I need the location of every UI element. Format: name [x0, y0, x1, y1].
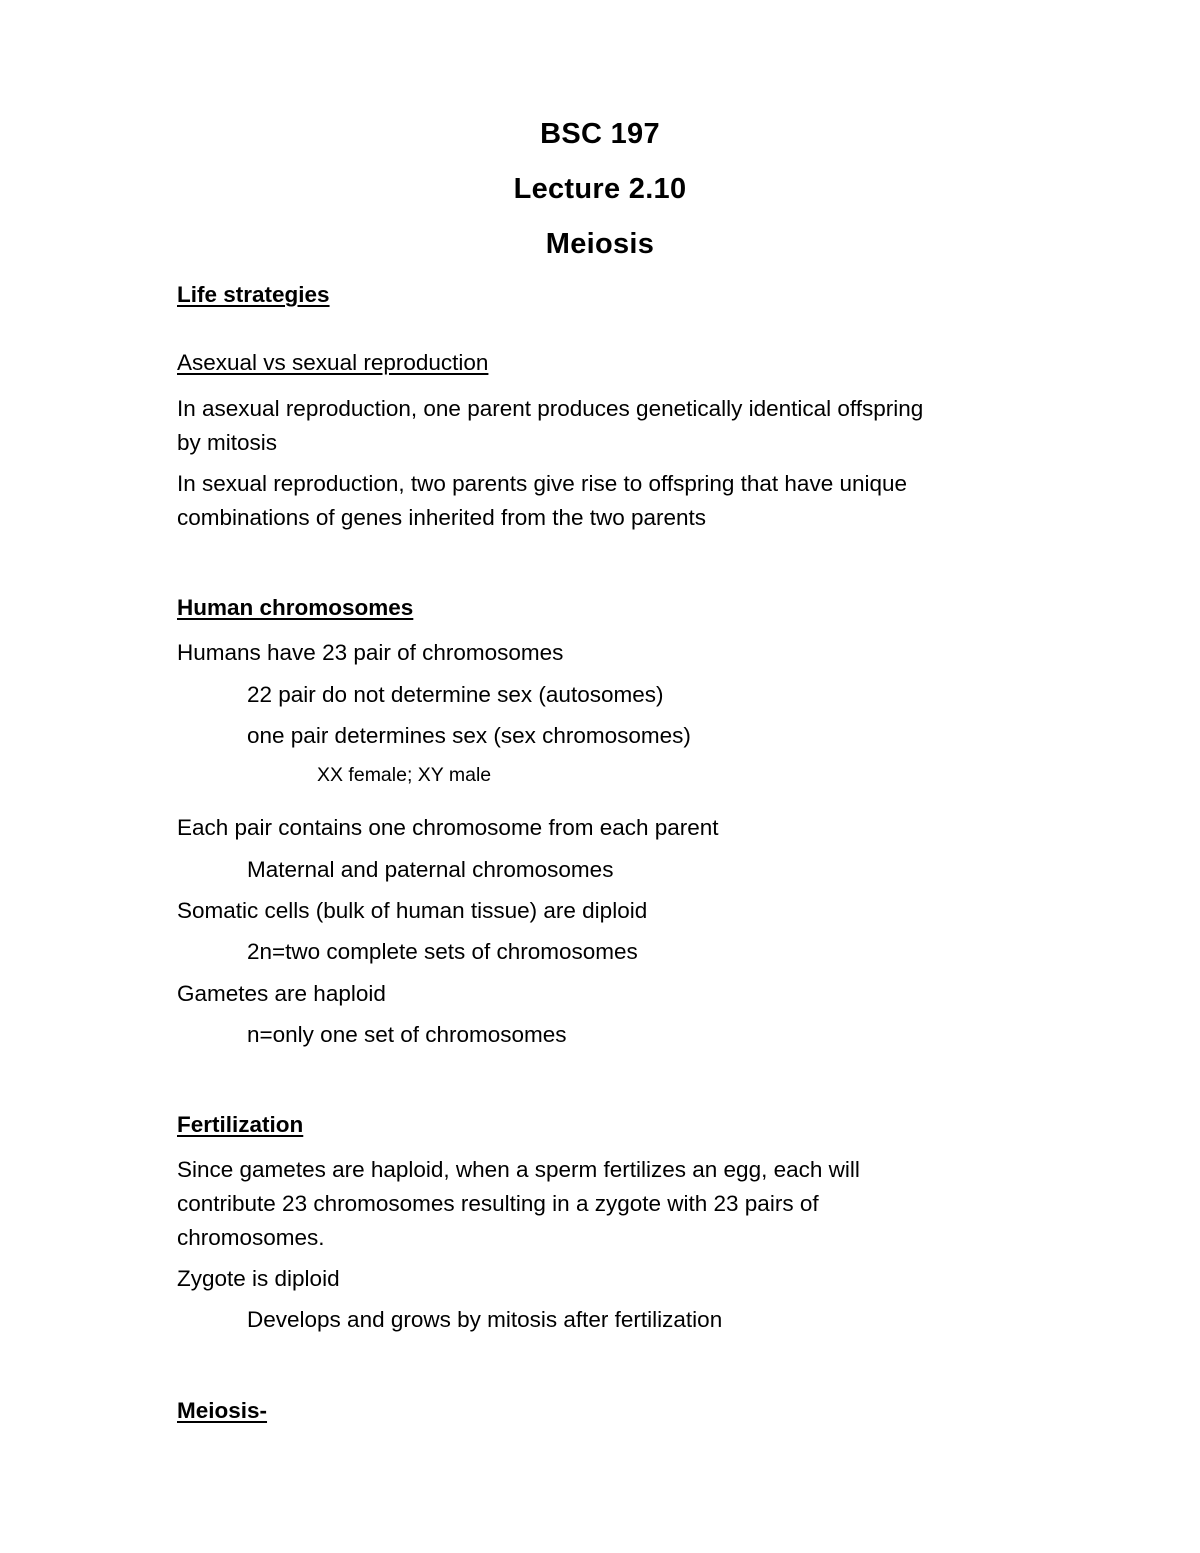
section-heading-life-strategies: Life strategies	[177, 282, 330, 307]
subheading-asexual-vs-sexual: Asexual vs sexual reproduction	[177, 350, 489, 375]
section-heading-human-chromosomes: Human chromosomes	[177, 595, 414, 620]
paragraph-line: Since gametes are haploid, when a sperm fertilizes an egg, each will	[177, 1157, 860, 1182]
paragraph-line: chromosomes.	[177, 1225, 325, 1250]
paragraph-line: combinations of genes inherited from the two parents	[177, 505, 707, 530]
indented-line: n=only one set of chromosomes	[247, 1022, 567, 1047]
paragraph-line: by mitosis	[177, 430, 278, 455]
lecture-title: Lecture 2.10	[513, 173, 687, 205]
indented-line: Maternal and paternal chromosomes	[247, 857, 614, 882]
paragraph-line: Each pair contains one chromosome from each parent	[177, 815, 719, 840]
topic-title: Meiosis	[545, 228, 655, 260]
paragraph-line: Gametes are haploid	[177, 981, 386, 1006]
paragraph-line: In sexual reproduction, two parents give rise to offspring that have unique	[177, 471, 908, 496]
indented-line: one pair determines sex (sex chromosomes)	[247, 723, 691, 748]
sub-indented-line: XX female; XY male	[317, 764, 492, 786]
paragraph-line: Somatic cells (bulk of human tissue) are diploid	[177, 898, 648, 923]
paragraph-line: contribute 23 chromosomes resulting in a zygote with 23 pairs of	[177, 1191, 819, 1216]
indented-line: 2n=two complete sets of chromosomes	[247, 939, 638, 964]
course-title: BSC 197	[540, 118, 660, 150]
paragraph-line: In asexual reproduction, one parent produces genetically identical offspring	[177, 396, 924, 421]
paragraph-line: Humans have 23 pair of chromosomes	[177, 640, 564, 665]
section-heading-fertilization: Fertilization	[177, 1112, 304, 1137]
indented-line: Develops and grows by mitosis after fertilization	[247, 1307, 723, 1332]
paragraph-line: Zygote is diploid	[177, 1266, 340, 1291]
section-heading-meiosis: Meiosis-	[177, 1398, 268, 1423]
indented-line: 22 pair do not determine sex (autosomes)	[247, 682, 664, 707]
